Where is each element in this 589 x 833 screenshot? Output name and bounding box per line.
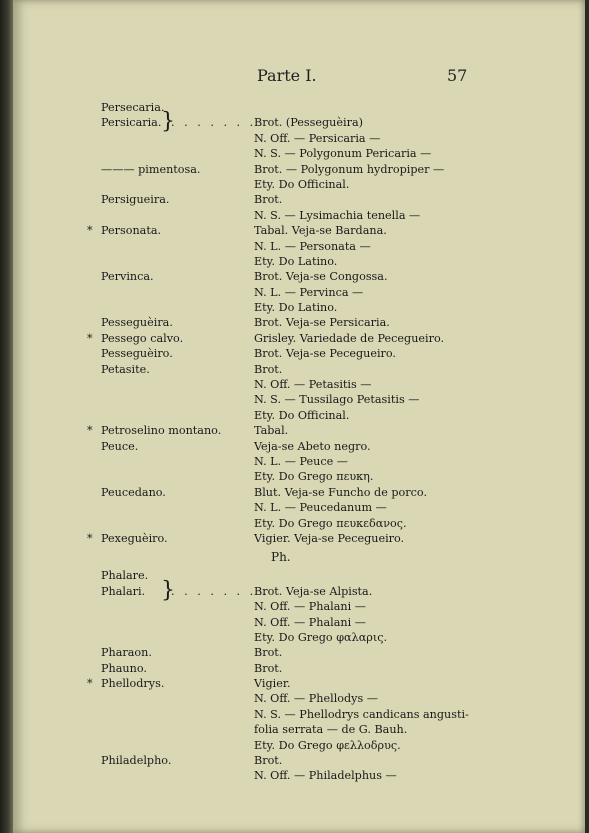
headword: Pesseguèira.	[101, 316, 173, 330]
definition: Brot.	[254, 661, 283, 675]
entry-row	[101, 300, 501, 315]
asterisk-mark: *	[87, 224, 93, 238]
definition: N. Off. — Philadelphus —	[254, 769, 397, 783]
entry-row	[87, 531, 501, 546]
brace-mark: }	[161, 577, 175, 603]
definition: Brot. Veja-se Pecegueiro.	[254, 347, 396, 361]
entry-list-pe	[87, 100, 501, 546]
entry-row	[101, 439, 501, 454]
entry-row	[101, 753, 501, 768]
definition: Vigier.	[254, 677, 291, 691]
entry-row	[101, 346, 501, 361]
definition: Tabal.	[254, 424, 289, 438]
definition: Brot. Veja-se Alpista.	[254, 584, 373, 598]
leader-dots: . . . . . . .	[171, 116, 257, 130]
definition: N. Off. — Petasitis —	[254, 378, 372, 392]
definition: N. Off. — Phalani —	[254, 600, 366, 614]
definition: N. S. — Polygonum Pericaria —	[254, 147, 432, 161]
entry-row	[101, 315, 501, 330]
headword: Pexeguèiro.	[101, 531, 168, 545]
entry-row	[101, 691, 501, 706]
headword: Peucedano.	[101, 485, 166, 499]
asterisk-mark: *	[87, 331, 93, 345]
definition: N. L. — Peuce —	[254, 454, 348, 468]
definition: Vigier. Veja-se Pecegueiro.	[254, 531, 405, 545]
definition: N. S. — Tussilago Petasitis —	[254, 393, 420, 407]
headword: Pessego calvo.	[101, 331, 184, 345]
entry-row	[101, 485, 501, 500]
definition: folia serrata — de G. Bauh.	[254, 723, 408, 737]
entry-row	[101, 146, 501, 161]
entry-row	[101, 269, 501, 284]
entry-row	[101, 516, 501, 531]
entry-row	[87, 223, 501, 238]
entry-row	[101, 661, 501, 676]
page-header	[13, 66, 585, 88]
headword: Petasite.	[101, 362, 150, 376]
entry-row	[101, 454, 501, 469]
entry-row	[101, 738, 501, 753]
definition: N. S. — Lysimachia tenella —	[254, 208, 421, 222]
entry-row	[101, 469, 501, 484]
entry-row	[101, 177, 501, 192]
section-title: Ph.	[271, 550, 291, 565]
entry-list-ph	[87, 568, 501, 783]
leader-dots: . . . . . . . .	[171, 584, 270, 598]
definition: N. L. — Personata —	[254, 239, 371, 253]
definition: Tabal. Veja-se Bardana.	[254, 224, 387, 238]
definition: N. S. — Phellodrys candicans angusti-	[254, 707, 469, 721]
entry-row	[101, 630, 501, 645]
entry-row	[101, 500, 501, 515]
entry-row	[101, 722, 501, 737]
definition: Ety. Do Grego πευκεδανος.	[254, 516, 407, 530]
definition: Blut. Veja-se Funcho de porco.	[254, 485, 428, 499]
headword: Persigueira.	[101, 193, 170, 207]
entry-row	[101, 768, 501, 783]
entry-row	[101, 392, 501, 407]
entry-row	[101, 599, 501, 614]
entry-row	[87, 423, 501, 438]
definition: Ety. Do Grego φαλαρις.	[254, 630, 388, 644]
entry-row	[87, 676, 501, 691]
book-spine	[0, 0, 13, 833]
headword: Persicaria.	[101, 116, 162, 130]
definition: Brot. — Polygonum hydropiper —	[254, 162, 445, 176]
definition: Brot. (Pesseguèira)	[254, 116, 363, 130]
entry-row	[101, 162, 501, 177]
entry-row	[101, 577, 501, 603]
definition: Ety. Do Grego φελλοδρυς.	[254, 738, 401, 752]
entry-row	[101, 239, 501, 254]
definition: N. L. — Peucedanum —	[254, 501, 387, 515]
entry-row	[101, 254, 501, 269]
headword: Personata.	[101, 224, 162, 238]
headword: Phauno.	[101, 661, 147, 675]
asterisk-mark: *	[87, 531, 93, 545]
headword: Phalare.	[101, 569, 149, 583]
headword: Philadelpho.	[101, 754, 172, 768]
definition: Ety. Do Latino.	[254, 254, 338, 268]
entry-row	[101, 615, 501, 630]
definition: Ety. Do Latino.	[254, 301, 338, 315]
entry-row	[101, 109, 501, 135]
book-page	[13, 0, 585, 833]
definition: N. L. — Pervinca —	[254, 285, 364, 299]
definition: Ety. Do Grego πευκη.	[254, 470, 374, 484]
definition: Brot.	[254, 754, 283, 768]
entry-row	[101, 285, 501, 300]
entry-row	[101, 377, 501, 392]
entry-row	[101, 362, 501, 377]
headword: Petroselino montano.	[101, 424, 222, 438]
entry-row	[101, 131, 501, 146]
definition: Brot. Veja-se Congossa.	[254, 270, 388, 284]
headword: Pervinca.	[101, 270, 154, 284]
headword: Pesseguèiro.	[101, 347, 173, 361]
entry-row	[101, 408, 501, 423]
brace-mark: }	[161, 109, 175, 135]
definition: N. Off. — Phellodys —	[254, 692, 378, 706]
page-number: 57	[447, 66, 468, 85]
entry-row	[101, 645, 501, 660]
definition: Brot.	[254, 362, 283, 376]
definition: Ety. Do Officinal.	[254, 408, 350, 422]
definition: Brot. Veja-se Persicaria.	[254, 316, 390, 330]
entry-row	[101, 192, 501, 207]
headword: Phalari.	[101, 584, 146, 598]
asterisk-mark: *	[87, 677, 93, 691]
headword: Pharaon.	[101, 646, 152, 660]
headword: Peuce.	[101, 439, 139, 453]
definition: Ety. Do Officinal.	[254, 177, 350, 191]
definition: N. Off. — Phalani —	[254, 615, 366, 629]
definition: Brot.	[254, 193, 283, 207]
definition: Grisley. Variedade de Pecegueiro.	[254, 331, 445, 345]
asterisk-mark: *	[87, 424, 93, 438]
definition: N. Off. — Persicaria —	[254, 131, 381, 145]
running-head: Parte I.	[257, 66, 317, 85]
dictionary-entries	[87, 100, 501, 784]
entry-row	[101, 208, 501, 223]
entry-row	[87, 331, 501, 346]
definition: Veja-se Abeto negro.	[254, 439, 371, 453]
definition: Brot.	[254, 646, 283, 660]
headword: ——— pimentosa.	[101, 162, 201, 176]
entry-row	[101, 707, 501, 722]
headword: Persecaria.	[101, 101, 165, 114]
headword: Phellodrys.	[101, 677, 165, 691]
